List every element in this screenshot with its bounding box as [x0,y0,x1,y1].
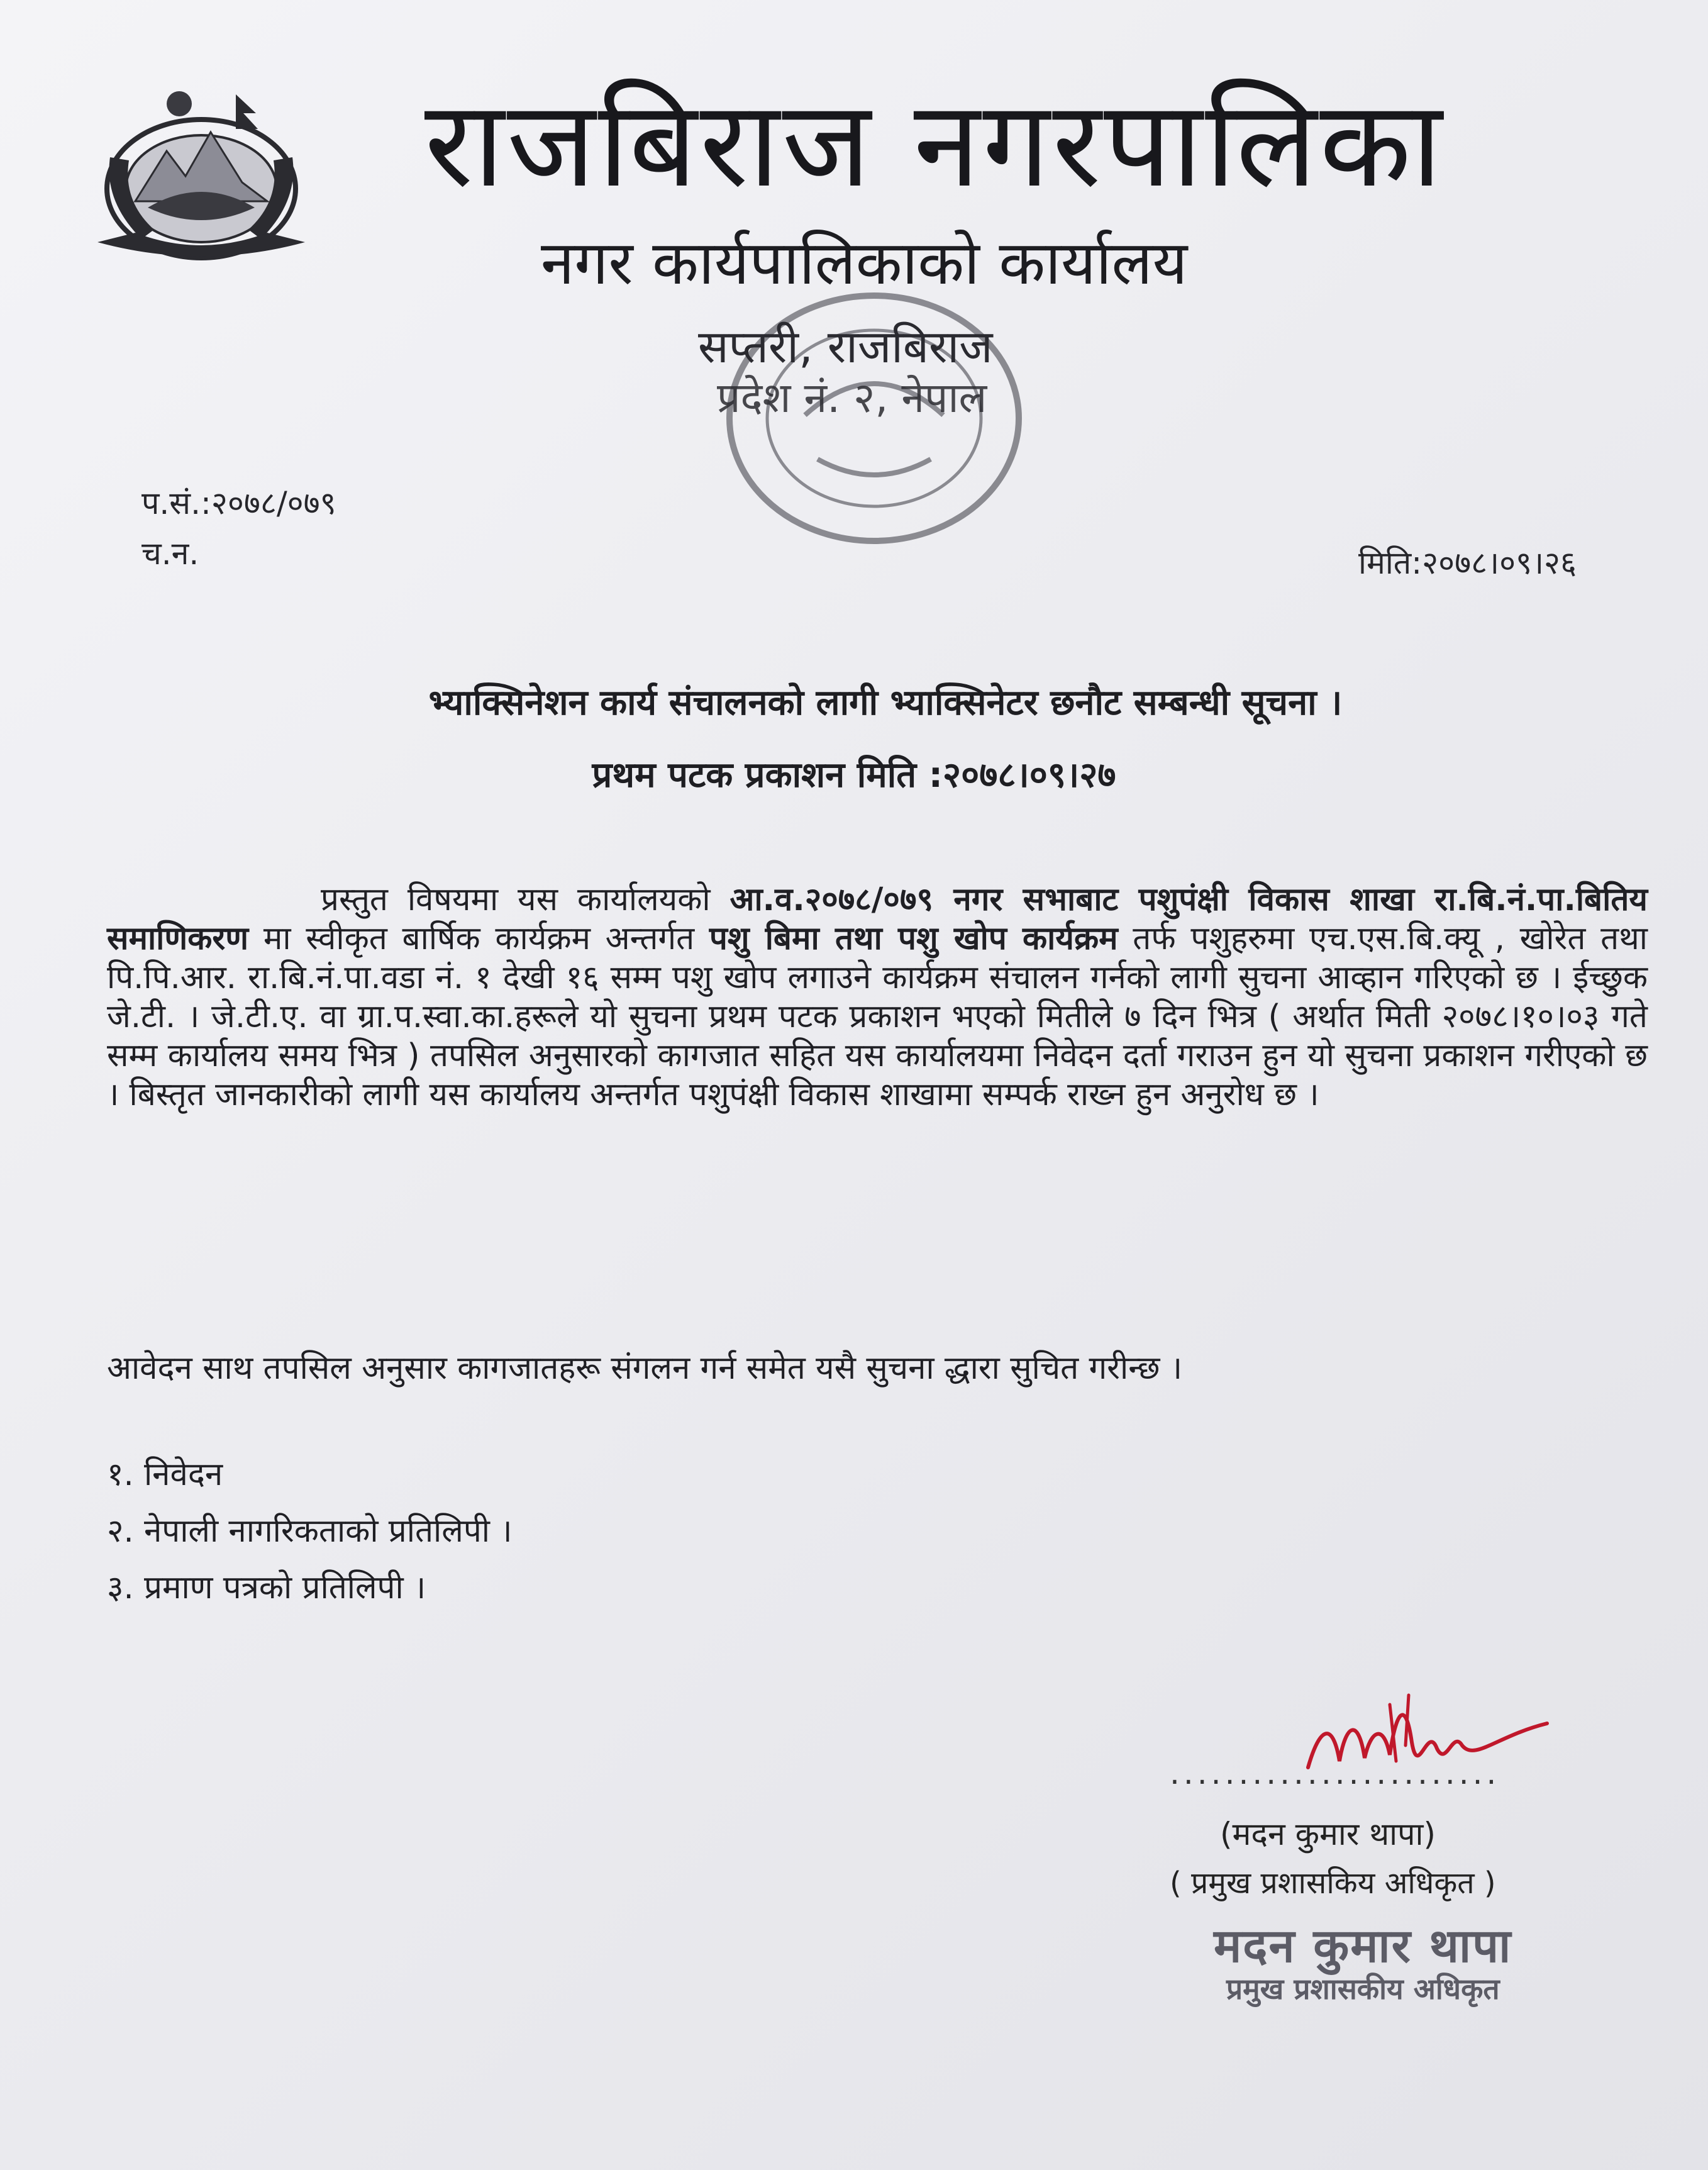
address-line-1: सप्तरी, राजबिराज [698,320,993,373]
notice-publish-date: प्रथम पटक प्रकाशन मिति :२०७८।०९।२७ [592,755,1116,796]
reference-number: प.सं.:२०७८/०७९ [141,485,336,521]
signatory-name: (मदन कुमार थापा) [1220,1816,1436,1852]
list-item: ३. प्रमाण पत्रको प्रतिलिपी । [107,1569,426,1606]
notice-body-paragraph [107,881,1648,1115]
required-documents-list [107,1447,513,1616]
body-text-b: मा स्वीकृत बार्षिक कार्यक्रम अन्तर्गत [248,920,709,957]
title-stamp: प्रमुख प्रशासकीय अधिकृत [1226,1972,1500,2006]
body-text-c: तर्फ पशुहरुमा एच.एस.बि.क्यू , खोरेत तथा पि.पि.आर. रा.बि.नं.पा.वडा नं. १ देखी १६ सम्म पशु खोप लगाउने कार्यक्रम संचालन गर्नको लागी सुचना आव्हान गरिएको छ । ईच्छुक जे.टी. । जे.टी.ए. वा ग्रा.प.स्वा.का.हरूले यो सुचना प्रथम पटक प्रकाशन भएको मितीले ७ दिन भित्र ( अर्थात मिती २०७८।१०।०३ गते सम्म कार्यालय समय भित्र ) तपसिल अनुसारको कागजात सहित यस कार्यालयमा निवेदन दर्ता गराउन हुन यो सुचना प्रकाशन गरीएको छ । बिस्तृत जानकारीको लागी यस कार्यालय अन्तर्गत पशुपंक्षी विकास शाखामा सम्पर्क राख्न हुन अनुरोध छ । [107,920,1648,1113]
notice-headline: भ्याक्सिनेशन कार्य संचालनको लागी भ्याक्सिनेटर छनौट सम्बन्धी सूचना । [428,682,1343,723]
name-stamp: मदन कुमार थापा [1214,1919,1512,1973]
office-subtitle: नगर कार्यपालिकाको कार्यालय [541,228,1188,298]
letter-date: मिति:२०७८।०९।२६ [1358,545,1577,581]
body-bold-fiscal-year: आ.व.२०७८/०७९ नगर सभाबाट पशुपंक्षी विकास शाखा रा.बि.नं.पा.बितिय समाणिकरण [107,881,1648,957]
body-text-a: प्रस्तुत विषयमा यस कार्यालयको [321,881,730,918]
list-item: १. निवेदन [107,1456,223,1493]
attachment-instruction: आवेदन साथ तपसिल अनुसार कागजातहरू संगलन गर्न समेत यसै सुचना द्धारा सुचित गरीन्छ । [107,1350,1183,1387]
municipality-title: राजबिराज नगरपालिका [424,75,1445,214]
dispatch-number: च.न. [141,535,199,572]
body-bold-program: पशु बिमा तथा पशु खोप कार्यक्रम [709,920,1118,957]
address-line-2: प्रदेश नं. २, नेपाल [717,374,987,422]
signature-line: ........................ [1170,1755,1500,1791]
nepal-emblem-icon [85,82,318,270]
list-item: २. नेपाली नागरिकताको प्रतिलिपी । [107,1513,513,1550]
signatory-title: ( प्रमुख प्रशासकिय अधिकृत ) [1170,1866,1496,1901]
